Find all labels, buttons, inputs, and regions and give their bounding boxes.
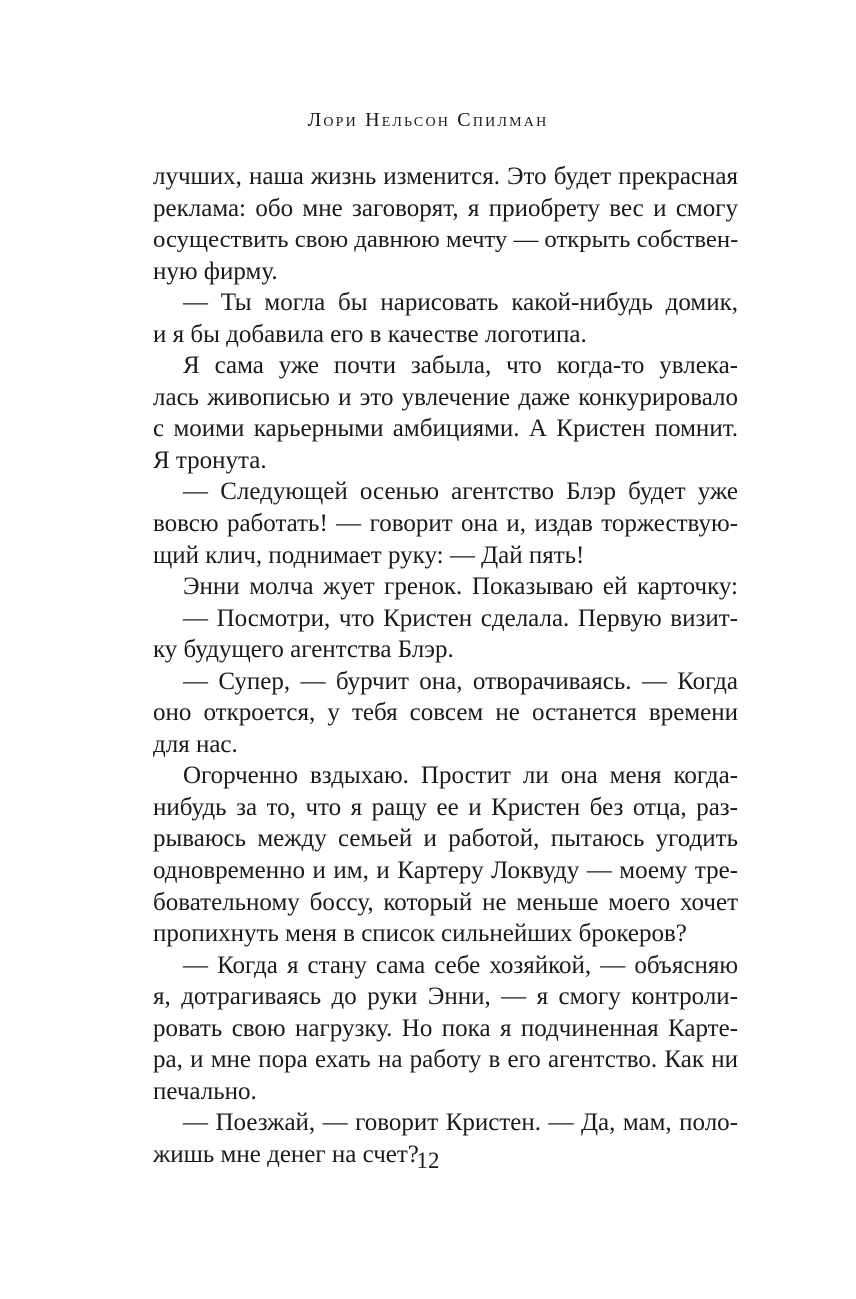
text-line: — Посмотри, что Кристен сделала. Первую визит- [183,604,738,632]
text-line: реклама: обо мне заговорят, я приобрету вес и смогу [153,194,738,222]
text-line: печально. [153,1077,257,1105]
page-number: 12 [416,1148,440,1173]
text-line: для нас. [153,730,238,758]
text-line: с моими карьерными амбициями. А Кристен помнит. [153,415,738,443]
text-line: ровать свою нагрузку. Но пока я подчиненная Карте- [153,1014,738,1042]
text-line: жишь мне денег на счет? [153,1140,419,1168]
text-line: ку будущего агентства Блэр. [153,636,454,664]
text-line: — Супер, — бурчит она, отворачиваясь. — Когда [183,667,738,695]
text-line: лась живописью и это увлечение даже конкурировало [153,383,738,411]
text-line: нибудь за то, что я ращу ее и Кристен без отца, раз- [153,793,738,821]
text-line: — Следующей осенью агентство Блэр будет уже [183,478,738,506]
running-head: Лори Нельсон Спилман [307,109,549,131]
text-line: — Когда я стану сама себе хозяйкой, — объясняю [183,951,738,979]
text-line: рываюсь между семьей и работой, пытаюсь угодить [153,825,738,853]
text-line: ра, и мне пора ехать на работу в его агентство. Как ни [153,1046,738,1074]
text-line: лучших, наша жизнь изменится. Это будет прекрасная [153,163,738,190]
text-line: Я тронута. [153,446,267,474]
text-line: Энни молча жует гренок. Показываю ей карточку: [183,573,738,601]
text-line: — Поезжай, — говорит Кристен. — Да, мам, поло- [183,1109,738,1137]
text-line: Я сама уже почти забыла, что когда-то увлека- [183,352,738,380]
text-line: щий клич, поднимает руку: — Дай пять! [153,541,585,569]
text-line: оно откроется, у тебя совсем не останется времени [153,699,738,727]
text-line: — Ты могла бы нарисовать какой-нибудь домик, [183,289,738,317]
text-line: бовательному боссу, который не меньше моего хочет [153,888,738,916]
text-line: и я бы добавила его в качестве логотипа. [153,320,587,348]
text-line: ную фирму. [153,257,278,285]
text-line: я, дотрагиваясь до руки Энни, — я смогу контроли- [153,983,738,1011]
text-line: осуществить свою давнюю мечту — открыть собствен- [153,226,739,254]
text-line: пропихнуть меня в список сильнейших брокеров? [153,920,687,948]
text-line: Огорченно вздыхаю. Простит ли она меня когда- [183,762,738,790]
body-text [153,161,738,1171]
text-line: вовсю работать! — говорит она и, издав торжествую- [153,510,738,538]
text-line: одновременно и им, и Картеру Локвуду — моему тре- [153,857,738,885]
